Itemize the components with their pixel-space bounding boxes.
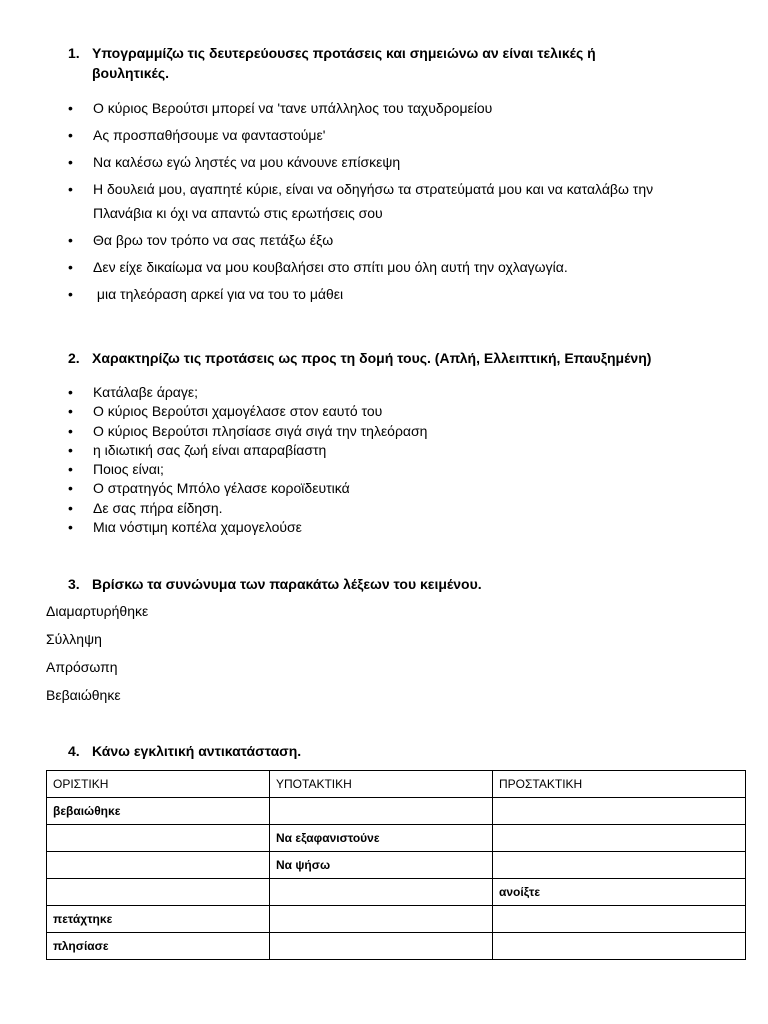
list-item: • Ο κύριος Βερούτσι πλησίασε σιγά σιγά την τηλεόραση (68, 422, 427, 441)
table-cell[interactable] (493, 825, 746, 852)
synonym-word: Απρόσωπη (46, 659, 118, 675)
list-item: • Θα βρω τον τρόπο να σας πετάξω έξω (68, 228, 653, 252)
table-cell[interactable]: βεβαιώθηκε (47, 798, 270, 825)
section-1-title-line-1: Υπογραμμίζω τις δευτερεύουσες προτάσεις και σημειώνω αν είναι τελικές ή (92, 45, 596, 61)
list-item: • Ο κύριος Βερούτσι μπορεί να 'τανε υπάλληλος του ταχυδρομείου (68, 96, 653, 120)
table-cell[interactable] (270, 933, 493, 960)
mood-substitution-table (46, 770, 746, 960)
section-2-heading (68, 348, 651, 368)
list-item: • μια τηλεόραση αρκεί για να του το μάθει (68, 282, 653, 306)
list-item: • Κατάλαβε άραγε; (68, 383, 427, 402)
section-4-title: Κάνω εγκλιτική αντικατάσταση. (92, 743, 302, 759)
list-item: • Ας προσπαθήσουμε να φανταστούμε' (68, 123, 653, 147)
table-row (47, 879, 746, 906)
table-cell[interactable]: πετάχτηκε (47, 906, 270, 933)
list-item-line-1: Η δουλειά μου, αγαπητέ κύριε, είναι να οδηγήσω τα στρατεύματά μου και να καταλάβω την (93, 181, 654, 197)
section-3-title: Βρίσκω τα συνώνυμα των παρακάτω λέξεων του κειμένου. (92, 576, 482, 592)
table-row (47, 798, 746, 825)
list-item: • Δεν είχε δικαίωμα να μου κουβαλήσει στο σπίτι μου όλη αυτή την οχλαγωγία. (68, 255, 653, 279)
table-cell[interactable] (270, 906, 493, 933)
section-2-number: 2. (68, 350, 80, 366)
section-2-sentence-list (68, 383, 427, 537)
list-item-line-2: Πλανάβια κι όχι να απαντώ στις ερωτήσεις σου (93, 205, 383, 221)
header-cell-imperative: ΠΡΟΣΤΑΚΤΙΚΗ (493, 771, 746, 798)
table-cell[interactable] (47, 879, 270, 906)
header-cell-indicative: ΟΡΙΣΤΙΚΗ (47, 771, 270, 798)
list-item: • Ποιος είναι; (68, 460, 427, 479)
table-row (47, 933, 746, 960)
table-row (47, 825, 746, 852)
list-item (68, 177, 653, 225)
table-cell[interactable] (47, 852, 270, 879)
table-header-row (47, 771, 746, 798)
list-item: • Ο κύριος Βερούτσι χαμογέλασε στον εαυτό του (68, 402, 427, 421)
header-cell-subjunctive: ΥΠΟΤΑΚΤΙΚΗ (270, 771, 493, 798)
section-4-number: 4. (68, 743, 80, 759)
section-2-title: Χαρακτηρίζω τις προτάσεις ως προς τη δομή τους. (Απλή, Ελλειπτική, Επαυξημένη) (92, 350, 652, 366)
synonym-word: Βεβαιώθηκε (46, 687, 121, 703)
synonym-word: Σύλληψη (46, 631, 102, 647)
table-cell[interactable]: Να ψήσω (270, 852, 493, 879)
table-cell[interactable] (270, 879, 493, 906)
section-3-number: 3. (68, 576, 80, 592)
table-cell[interactable] (493, 906, 746, 933)
table-cell[interactable]: πλησίασε (47, 933, 270, 960)
table-cell[interactable]: ανοίξτε (493, 879, 746, 906)
list-item: • Δε σας πήρα είδηση. (68, 499, 427, 518)
section-1-title-line-2: βουλητικές. (92, 65, 170, 81)
table-cell[interactable] (493, 852, 746, 879)
section-4-heading (68, 741, 301, 761)
synonym-word: Διαμαρτυρήθηκε (46, 603, 149, 619)
table-row (47, 906, 746, 933)
section-1-heading (68, 43, 596, 83)
table-cell[interactable] (493, 933, 746, 960)
list-item: • Να καλέσω εγώ ληστές να μου κάνουνε επίσκεψη (68, 150, 653, 174)
list-item: • Ο στρατηγός Μπόλο γέλασε κοροϊδευτικά (68, 479, 427, 498)
section-1-sentence-list (68, 96, 653, 309)
table-cell[interactable] (47, 825, 270, 852)
table-cell[interactable] (270, 798, 493, 825)
table-cell[interactable] (493, 798, 746, 825)
section-3-heading (68, 574, 482, 594)
list-item: • Μια νόστιμη κοπέλα χαμογελούσε (68, 518, 427, 537)
section-1-number: 1. (68, 45, 80, 61)
table-row (47, 852, 746, 879)
table-cell[interactable]: Να εξαφανιστούνε (270, 825, 493, 852)
list-item: • η ιδιωτική σας ζωή είναι απαραβίαστη (68, 441, 427, 460)
